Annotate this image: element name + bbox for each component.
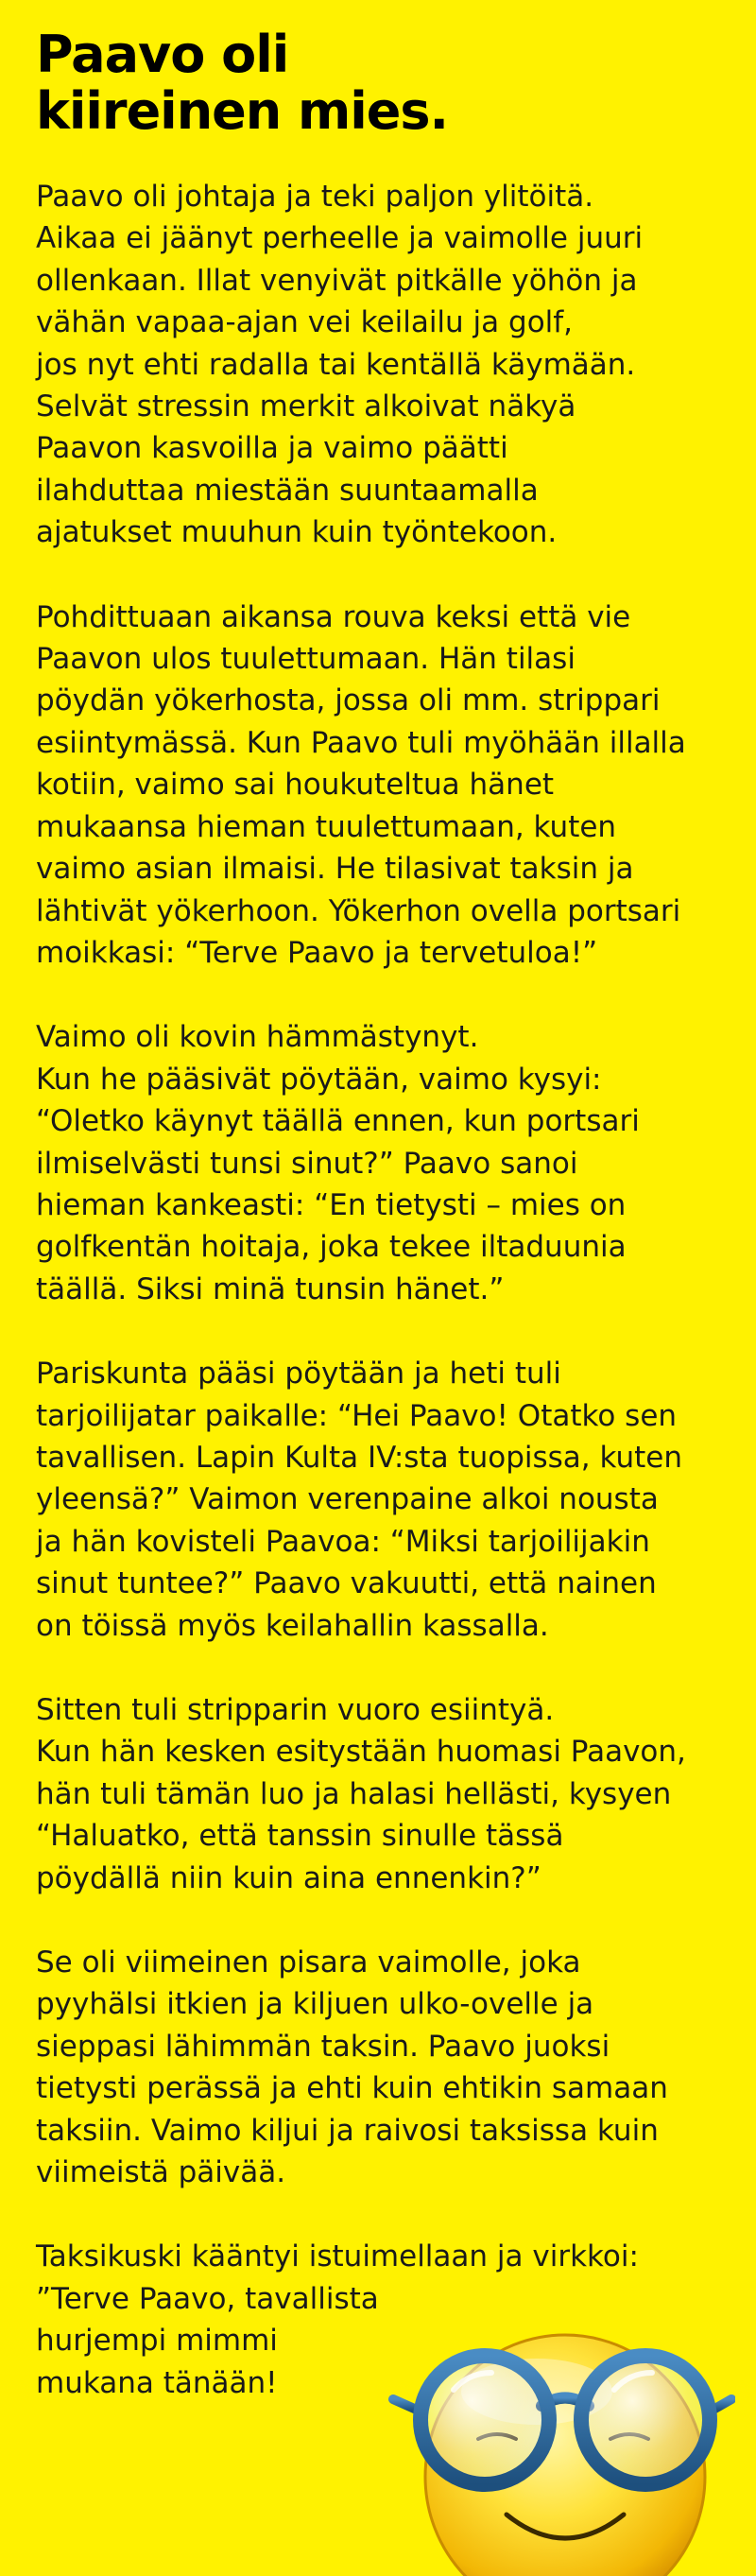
paragraph-7: Taksikuski kääntyi istuimellaan ja virkkoi: ”Terve Paavo, tavallista hurjempi mimmi mukana tänään!: [36, 2239, 639, 2400]
story-text: [36, 176, 730, 2404]
smiley-glasses-icon: [386, 2278, 735, 2576]
page-title: [36, 26, 716, 140]
paragraph-5: Sitten tuli stripparin vuoro esiintyä. Kun hän kesken esitystään huomasi Paavon, hän tuli tämän luo ja halasi hellästi, kysyen “Haluatko, että tanssin sinulle tässä pöydällä niin kuin aina ennenkin?”: [36, 1693, 686, 1895]
paragraph-2: Pohdittuaan aikansa rouva keksi että vie Paavon ulos tuulettumaan. Hän tilasi pöydän yökerhosta, jossa oli mm. strippari esiintymässä. Kun Paavo tuli myöhään illalla kotiin, vaimo sai houkuteltua hänet mukaansa hieman tuulettumaan, kuten vaimo asian ilmaisi. He tilasivat taksin ja lähtivät yökerhoon. Yökerhon ovella portsari moikkasi: “Terve Paavo ja tervetuloa!”: [36, 599, 686, 970]
paragraph-1: Paavo oli johtaja ja teki paljon ylitöitä. Aikaa ei jäänyt perheelle ja vaimolle juuri ollenkaan. Illat venyivät pitkälle yöhön ja vähän vapaa-ajan vei keilailu ja golf, jos nyt ehti radalla tai kentällä käymään. Selvät stressin merkit alkoivat näkyä Paavon kasvoilla ja vaimo päätti ilahduttaa miestään suuntaamalla ajatukset muuhun kuin työntekoon.: [36, 180, 644, 550]
paragraph-6: Se oli viimeinen pisara vaimolle, joka pyyhälsi itkien ja kiljuen ulko-ovelle ja sieppasi lähimmän taksin. Paavo juoksi tietysti perässä ja ehti kuin ehtikin samaan taksiin. Vaimo kiljui ja raivosi taksissa kuin viimeistä päivää.: [36, 1945, 668, 2190]
paragraph-4: Pariskunta pääsi pöytään ja heti tuli tarjoilijatar paikalle: “Hei Paavo! Otatko sen tavallisen. Lapin Kulta IV:sta tuopissa, kuten yleensä?” Vaimon verenpaine alkoi nousta ja hän kovisteli Paavoa: “Miksi tarjoilijakin sinut tuntee?” Paavo vakuutti, että nainen on töissä myös keilahallin kassalla.: [36, 1357, 683, 1643]
title-line-2: kiireinen mies.: [36, 81, 449, 141]
paragraph-3: Vaimo oli kovin hämmästynyt. Kun he pääsivät pöytään, vaimo kysyi: “Oletko käynyt täällä ennen, kun portsari ilmiselvästi tunsi sinut?” Paavo sanoi hieman kankeasti: “En tietysti – mies on golfkentän hoitaja, joka tekee iltaduunia täällä. Siksi minä tunsin hänet.”: [36, 1020, 640, 1306]
title-line-1: Paavo oli: [36, 25, 289, 84]
